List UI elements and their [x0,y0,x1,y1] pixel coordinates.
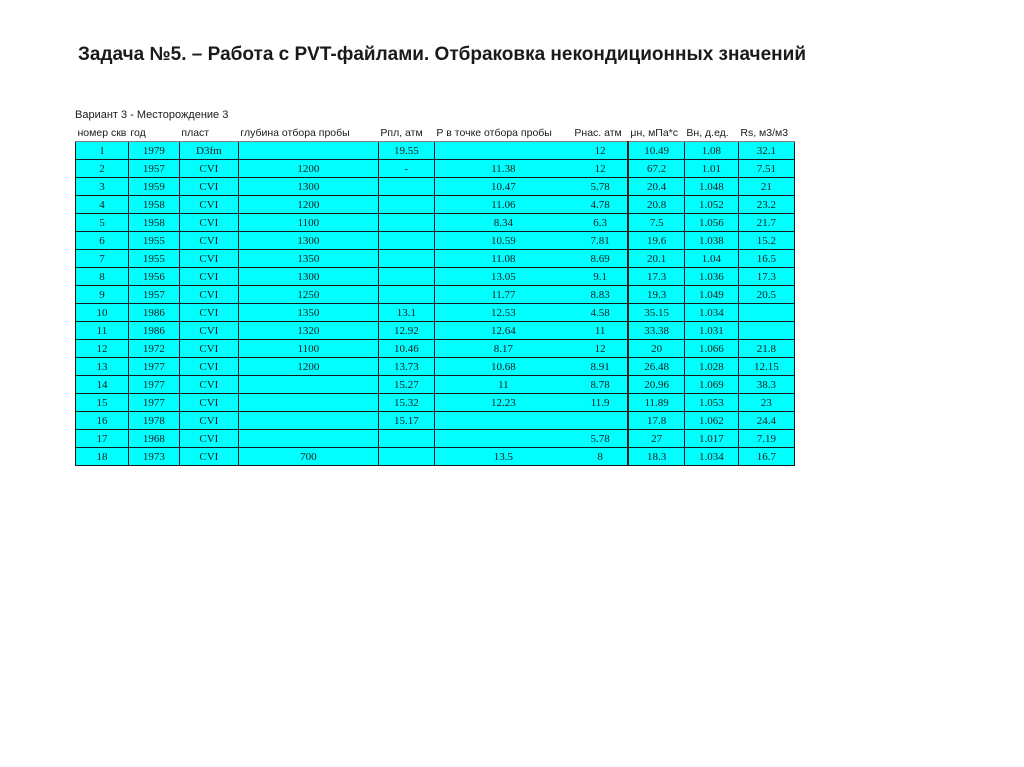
saturation-pressure-cell [572,412,628,430]
volume-factor-cell: 1.017 [684,430,738,448]
reservoir-pressure-cell [378,448,434,466]
oil-viscosity-cell: 7.5 [628,214,684,232]
header-row [76,125,795,142]
formation-cell: CVI [179,268,238,286]
volume-factor-cell: 1.056 [684,214,738,232]
saturation-pressure-cell: 4.78 [572,196,628,214]
table-row [76,322,795,340]
table-row [76,376,795,394]
table-row [76,178,795,196]
gas-oil-ratio-cell: 21.8 [738,340,794,358]
sampling-depth-cell: 1200 [238,358,378,376]
reservoir-pressure-cell [378,214,434,232]
gas-oil-ratio-cell: 12.15 [738,358,794,376]
well-number-cell: 16 [76,412,129,430]
sampling-depth-cell: 1200 [238,160,378,178]
well-number-cell: 4 [76,196,129,214]
sampling-point-pressure-cell: 11.08 [434,250,572,268]
sampling-depth-cell: 1100 [238,214,378,232]
well-number-cell: 15 [76,394,129,412]
saturation-pressure-cell: 4.58 [572,304,628,322]
year-cell: 1977 [128,376,179,394]
reservoir-pressure-cell: 13.1 [378,304,434,322]
formation-cell: CVI [179,376,238,394]
oil-viscosity-cell: 35.15 [628,304,684,322]
gas-oil-ratio-cell: 21.7 [738,214,794,232]
table-caption: Вариант 3 - Месторождение 3 [75,109,229,121]
table-row [76,448,795,466]
gas-oil-ratio-cell: 15.2 [738,232,794,250]
year-cell: 1978 [128,412,179,430]
well-number-cell: 6 [76,232,129,250]
volume-factor-cell: 1.04 [684,250,738,268]
oil-viscosity-cell: 20 [628,340,684,358]
volume-factor-cell: 1.034 [684,448,738,466]
saturation-pressure-cell: 6.3 [572,214,628,232]
oil-viscosity-cell: 17.8 [628,412,684,430]
formation-cell: CVI [179,448,238,466]
table-row [76,286,795,304]
well-number-cell: 18 [76,448,129,466]
well-number-cell: 14 [76,376,129,394]
reservoir-pressure-cell [378,196,434,214]
sampling-depth-cell [238,412,378,430]
table-body [76,142,795,466]
table-row [76,250,795,268]
gas-oil-ratio-cell: 7.19 [738,430,794,448]
volume-factor-cell: 1.031 [684,322,738,340]
col-header-year: год [128,125,179,142]
sampling-depth-cell: 1300 [238,232,378,250]
saturation-pressure-cell: 5.78 [572,178,628,196]
formation-cell: CVI [179,286,238,304]
gas-oil-ratio-cell: 16.5 [738,250,794,268]
oil-viscosity-cell: 67.2 [628,160,684,178]
saturation-pressure-cell: 8.83 [572,286,628,304]
sampling-depth-cell: 1350 [238,250,378,268]
oil-viscosity-cell: 20.1 [628,250,684,268]
gas-oil-ratio-cell: 21 [738,178,794,196]
sampling-point-pressure-cell: 10.68 [434,358,572,376]
col-header-well-number: номер скв [76,125,129,142]
table-row [76,214,795,232]
sampling-point-pressure-cell: 11.77 [434,286,572,304]
table-row [76,430,795,448]
reservoir-pressure-cell [378,250,434,268]
volume-factor-cell: 1.053 [684,394,738,412]
saturation-pressure-cell: 11.9 [572,394,628,412]
col-header-reservoir-pressure: Рпл, атм [378,125,434,142]
table-row [76,304,795,322]
reservoir-pressure-cell [378,268,434,286]
table-row [76,412,795,430]
formation-cell: CVI [179,412,238,430]
sampling-depth-cell: 1300 [238,268,378,286]
table-row [76,160,795,178]
formation-cell: CVI [179,358,238,376]
volume-factor-cell: 1.01 [684,160,738,178]
year-cell: 1972 [128,340,179,358]
reservoir-pressure-cell: 15.27 [378,376,434,394]
formation-cell: CVI [179,304,238,322]
col-header-oil-viscosity: μн, мПа*с [628,125,684,142]
year-cell: 1977 [128,358,179,376]
volume-factor-cell: 1.08 [684,142,738,160]
formation-cell: CVI [179,322,238,340]
col-header-sampling-point-pressure: Р в точке отбора пробы [434,125,572,142]
saturation-pressure-cell: 8.91 [572,358,628,376]
well-number-cell: 9 [76,286,129,304]
table-row [76,142,795,160]
year-cell: 1955 [128,250,179,268]
sampling-point-pressure-cell: 12.23 [434,394,572,412]
reservoir-pressure-cell: 12.92 [378,322,434,340]
saturation-pressure-cell: 12 [572,142,628,160]
gas-oil-ratio-cell: 20.5 [738,286,794,304]
well-number-cell: 11 [76,322,129,340]
year-cell: 1955 [128,232,179,250]
gas-oil-ratio-cell [738,322,794,340]
reservoir-pressure-cell [378,178,434,196]
formation-cell: CVI [179,232,238,250]
year-cell: 1979 [128,142,179,160]
reservoir-pressure-cell [378,430,434,448]
oil-viscosity-cell: 27 [628,430,684,448]
sampling-point-pressure-cell: 13.5 [434,448,572,466]
table-row [76,394,795,412]
year-cell: 1973 [128,448,179,466]
oil-viscosity-cell: 26.48 [628,358,684,376]
well-number-cell: 13 [76,358,129,376]
sampling-depth-cell: 1320 [238,322,378,340]
well-number-cell: 2 [76,160,129,178]
oil-viscosity-cell: 19.3 [628,286,684,304]
oil-viscosity-cell: 11.89 [628,394,684,412]
reservoir-pressure-cell: 15.32 [378,394,434,412]
sampling-point-pressure-cell: 12.64 [434,322,572,340]
gas-oil-ratio-cell: 17.3 [738,268,794,286]
sampling-point-pressure-cell: 8.34 [434,214,572,232]
volume-factor-cell: 1.052 [684,196,738,214]
saturation-pressure-cell: 5.78 [572,430,628,448]
saturation-pressure-cell: 9.1 [572,268,628,286]
sampling-point-pressure-cell: 13.05 [434,268,572,286]
volume-factor-cell: 1.028 [684,358,738,376]
well-number-cell: 3 [76,178,129,196]
table-row [76,340,795,358]
formation-cell: CVI [179,430,238,448]
saturation-pressure-cell: 11 [572,322,628,340]
year-cell: 1986 [128,322,179,340]
year-cell: 1986 [128,304,179,322]
slide-title: Задача №5. – Работа с PVT-файлами. Отбраковка некондиционных значений [78,44,806,65]
gas-oil-ratio-cell: 24.4 [738,412,794,430]
oil-viscosity-cell: 33.38 [628,322,684,340]
reservoir-pressure-cell: 15.17 [378,412,434,430]
reservoir-pressure-cell: - [378,160,434,178]
sampling-point-pressure-cell [434,142,572,160]
saturation-pressure-cell: 12 [572,160,628,178]
formation-cell: CVI [179,250,238,268]
reservoir-pressure-cell: 19.55 [378,142,434,160]
sampling-point-pressure-cell: 11 [434,376,572,394]
year-cell: 1968 [128,430,179,448]
volume-factor-cell: 1.036 [684,268,738,286]
col-header-volume-factor: Вн, д.ед. [684,125,738,142]
volume-factor-cell: 1.049 [684,286,738,304]
well-number-cell: 17 [76,430,129,448]
gas-oil-ratio-cell [738,304,794,322]
well-number-cell: 7 [76,250,129,268]
year-cell: 1959 [128,178,179,196]
col-header-formation: пласт [179,125,238,142]
col-header-gas-oil-ratio: Rs, м3/м3 [738,125,794,142]
formation-cell: CVI [179,160,238,178]
saturation-pressure-cell: 8.78 [572,376,628,394]
saturation-pressure-cell: 12 [572,340,628,358]
year-cell: 1957 [128,286,179,304]
reservoir-pressure-cell [378,232,434,250]
oil-viscosity-cell: 20.4 [628,178,684,196]
reservoir-pressure-cell [378,286,434,304]
gas-oil-ratio-cell: 7.51 [738,160,794,178]
year-cell: 1958 [128,196,179,214]
gas-oil-ratio-cell: 32.1 [738,142,794,160]
sampling-depth-cell: 1300 [238,178,378,196]
reservoir-pressure-cell: 13.73 [378,358,434,376]
sampling-point-pressure-cell [434,430,572,448]
table-row [76,196,795,214]
sampling-point-pressure-cell: 10.47 [434,178,572,196]
sampling-depth-cell [238,142,378,160]
col-header-sampling-depth: глубина отбора пробы [238,125,378,142]
sampling-point-pressure-cell: 11.06 [434,196,572,214]
table-row [76,232,795,250]
sampling-depth-cell [238,376,378,394]
oil-viscosity-cell: 19.6 [628,232,684,250]
year-cell: 1958 [128,214,179,232]
gas-oil-ratio-cell: 16.7 [738,448,794,466]
table-row [76,358,795,376]
formation-cell: CVI [179,214,238,232]
saturation-pressure-cell: 8 [572,448,628,466]
well-number-cell: 8 [76,268,129,286]
sampling-depth-cell: 1350 [238,304,378,322]
well-number-cell: 10 [76,304,129,322]
formation-cell: CVI [179,196,238,214]
sampling-depth-cell [238,394,378,412]
oil-viscosity-cell: 20.96 [628,376,684,394]
sampling-point-pressure-cell: 12.53 [434,304,572,322]
reservoir-pressure-cell: 10.46 [378,340,434,358]
pvt-data-table [75,125,795,466]
volume-factor-cell: 1.048 [684,178,738,196]
year-cell: 1977 [128,394,179,412]
formation-cell: CVI [179,340,238,358]
year-cell: 1957 [128,160,179,178]
sampling-point-pressure-cell: 11.38 [434,160,572,178]
well-number-cell: 5 [76,214,129,232]
well-number-cell: 12 [76,340,129,358]
col-header-saturation-pressure: Рнас. атм [572,125,628,142]
volume-factor-cell: 1.062 [684,412,738,430]
oil-viscosity-cell: 18.3 [628,448,684,466]
volume-factor-cell: 1.069 [684,376,738,394]
saturation-pressure-cell: 7.81 [572,232,628,250]
sampling-point-pressure-cell: 10.59 [434,232,572,250]
well-number-cell: 1 [76,142,129,160]
sampling-depth-cell: 1250 [238,286,378,304]
formation-cell: D3fm [179,142,238,160]
gas-oil-ratio-cell: 38.3 [738,376,794,394]
gas-oil-ratio-cell: 23.2 [738,196,794,214]
volume-factor-cell: 1.034 [684,304,738,322]
oil-viscosity-cell: 17.3 [628,268,684,286]
formation-cell: CVI [179,394,238,412]
sampling-depth-cell [238,430,378,448]
oil-viscosity-cell: 10.49 [628,142,684,160]
sampling-point-pressure-cell [434,412,572,430]
table-row [76,268,795,286]
oil-viscosity-cell: 20.8 [628,196,684,214]
sampling-depth-cell: 700 [238,448,378,466]
sampling-depth-cell: 1200 [238,196,378,214]
year-cell: 1956 [128,268,179,286]
volume-factor-cell: 1.066 [684,340,738,358]
volume-factor-cell: 1.038 [684,232,738,250]
sampling-depth-cell: 1100 [238,340,378,358]
saturation-pressure-cell: 8.69 [572,250,628,268]
gas-oil-ratio-cell: 23 [738,394,794,412]
formation-cell: CVI [179,178,238,196]
sampling-point-pressure-cell: 8.17 [434,340,572,358]
